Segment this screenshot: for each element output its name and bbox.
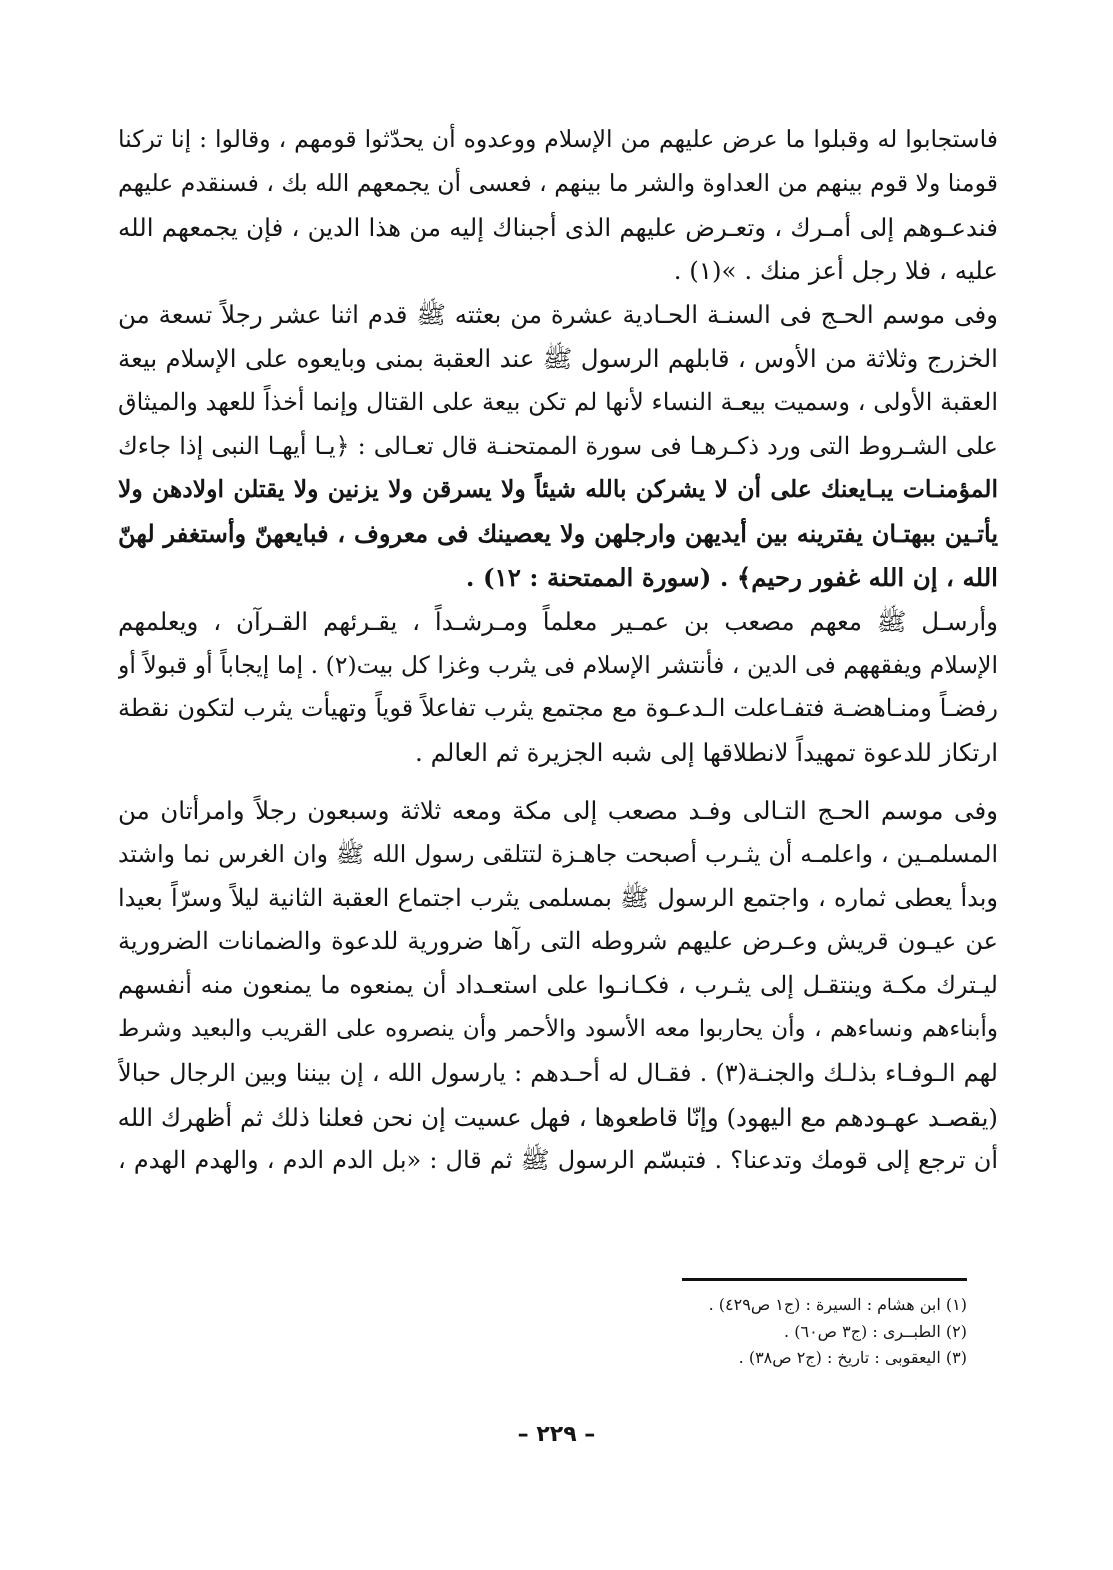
- footnote: (٢) الطبــرى : (ج٣ ص٦٠) .: [784, 1321, 967, 1341]
- footnote: (٣) اليعقوبى : تاريخ : (ج٢ ص٣٨) .: [738, 1348, 967, 1367]
- text-line: وأرسـل ﷺ معهم مصعب بن عمـير معلماً ومـرشـداً ، يقـرئهم القـرآن ، ويعلمهم: [118, 606, 998, 636]
- text-line: الخزرج وثلاثة من الأوس ، قابلهم الرسول ﷺ عند العقبة بمنى وبايعوه على الإسلام بيعة: [118, 343, 998, 373]
- text-line: فاستجابوا له وقبلوا ما عرض عليهم من الإسلام ووعدوه أن يحدّثوا قومهم ، وقالوا : إنا تركنا: [118, 125, 998, 153]
- text-line: ارتكاز للدعوة تمهيداً لانطلاقها إلى شبه الجزيرة ثم العالم .: [415, 738, 998, 768]
- page-number: – ٢٢٩ –: [517, 1422, 596, 1447]
- text-line: أن ترجع إلى قومك وتدعنا؟ . فتبسّم الرسول ﷺ ثم قال : «بل الدم الدم ، والهدم الهدم ،: [118, 1146, 998, 1175]
- text-line: العقبة الأولى ، وسميت بيعـة النساء لأنها لم تكن بيعة على القتال وإنما أخذاً للعهد والميثاق: [118, 387, 998, 416]
- text-line: ليـترك مكـة وينتقـل إلى يثـرب ، فكـانـوا على استعـداد أن يمنعوه ما يمنعون منه أنفسهم: [118, 971, 998, 1000]
- footnote-divider: [682, 1278, 967, 1281]
- text-line: الإسلام ويفقههم فى الدين ، فأنتشر الإسلام فى يثرب وغزا كل بيت(٢) . إما إيجاباً أو قبولاً أو: [118, 650, 998, 679]
- text-line: وفى موسم الحـج التـالى وفـد مصعب إلى مكة ومعه ثلاثة وسبعون رجلاً وامرأتان من: [118, 795, 998, 825]
- quran-verse-line: يأتـين ببهتـان يفترينه بين أيديهن وارجلهن ولا يعصينك فى معروف ، فبايعهنّ وأستغفر لهنّ: [118, 519, 998, 549]
- text-line: (يقصـد عهـودهم مع اليهود) وإنّا قاطعوها ، فهل عسيت إن نحن فعلنا ذلك ثم أظهرك الله: [118, 1102, 998, 1132]
- text-line: قومنا ولا قوم بينهم من العداوة والشر ما بينهم ، فعسى أن يجمعهم الله بك ، فسنقدم عليهم: [118, 168, 998, 197]
- text-line: فندعـوهم إلى أمـرك ، وتعـرض عليهم الذى أجبناك إليه من هذا الدين ، فإن يجمعهم الله: [118, 212, 998, 242]
- text-line: لهم الـوفـاء بذلـك والجنـة(٣) . فقـال له أحـدهم : يارسول الله ، إن بيننا وبين الرجال حبالاً: [118, 1058, 998, 1087]
- quran-verse-line: المؤمنـات يبـايعنك على أن لا يشركن بالله شيئاً ولا يسرقن ولا يزنين ولا يقتلن اولادهن ولا: [118, 475, 998, 504]
- text-line: على الشـروط التى ورد ذكـرهـا فى سورة الممتحنـة قال تعـالى : ﴿يـا أيهـا النبى إذا جاءك: [118, 431, 998, 460]
- footnotes: [560, 1292, 967, 1372]
- quran-verse-line: الله ، إن الله غفور رحيم﴾ . (سورة الممتحنة : ١٢) .: [465, 562, 998, 592]
- text-line: عليه ، فلا رجل أعز منك . »(١) .: [673, 256, 998, 286]
- main-text: [118, 118, 998, 1183]
- text-line: عن عيـون قريش وعـرض عليهم شروطه التى رآها ضرورية للدعوة والضمانات الضرورية: [118, 927, 998, 956]
- text-line: وأبناءهم ونساءهم ، وأن يحاربوا معه الأسود والأحمر وأن ينصروه على القريب والبعيد وشرط: [118, 1015, 998, 1042]
- footnote: (١) ابن هشام : السيرة : (ج١ ص٤٢٩) .: [708, 1295, 967, 1314]
- text-line: المسلمـين ، واعلمـه أن يثـرب أصبحت جاهـزة لتتلقى رسول الله ﷺ وان الغرس نما واشتد: [118, 839, 998, 868]
- text-line: وبدأ يعطى ثماره ، واجتمع الرسول ﷺ بمسلمى يثرب اجتماع العقبة الثانية ليلاً وسرّاً بعيدا: [118, 883, 998, 912]
- text-line: وفى موسم الحـج فى السنـة الحـادية عشرة من بعثته ﷺ قدم اثنا عشر رجلاً تسعة من: [118, 300, 998, 330]
- text-line: رفضـاً ومنـاهضـة فتفـاعلت الـدعـوة مع مجتمع يثرب تفاعلاً قوياً وتهيأت يثرب لتكون نقطة: [118, 694, 998, 723]
